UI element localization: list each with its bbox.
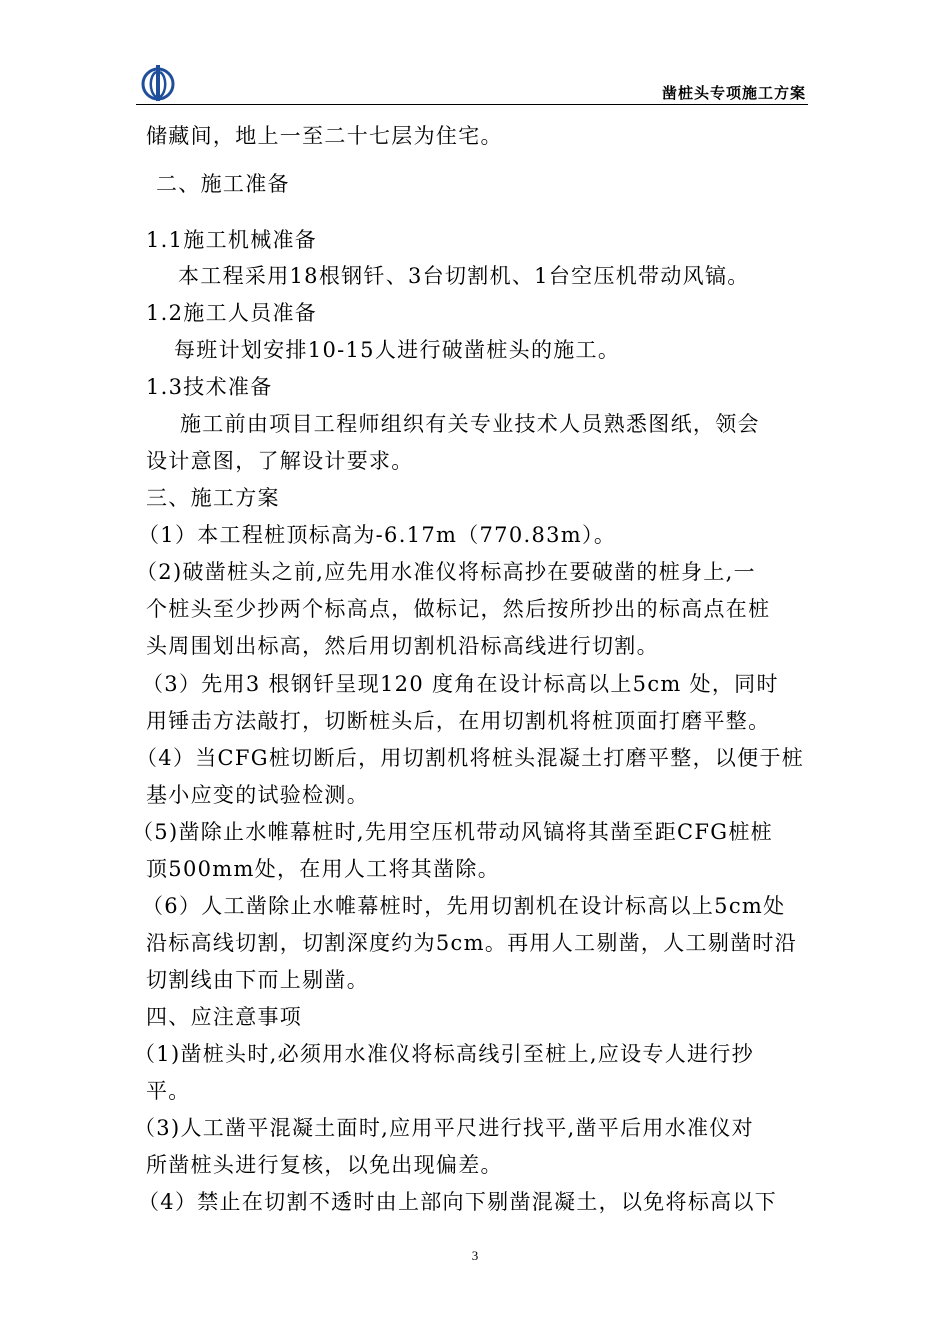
text-line: 每班计划安排10-15人进行破凿桩头的施工。 <box>174 338 621 362</box>
text-line: （3）先用3 根钢钎呈现120 度角在设计标高以上5cm 处，同时 <box>142 672 779 696</box>
text-line: 储藏间，地上一至二十七层为住宅。 <box>146 124 503 148</box>
text-line: 用锤击方法敲打，切断桩头后，在用切割机将桩顶面打磨平整。 <box>146 709 771 733</box>
text-line: 基小应变的试验检测。 <box>146 783 369 807</box>
text-line: 施工前由项目工程师组织有关专业技术人员熟悉图纸，领会 <box>180 412 760 436</box>
text-line: （2)破凿桩头之前,应先用水准仪将标高抄在要破凿的桩身上,一 <box>136 560 756 584</box>
document-title: 凿桩头专项施工方案 <box>661 84 806 102</box>
text-line: 头周围划出标高，然后用切割机沿标高线进行切割。 <box>146 634 659 658</box>
text-line: 所凿桩头进行复核，以免出现偏差。 <box>146 1153 503 1177</box>
text-line: （5)凿除止水帷幕桩时,先用空压机带动风镐将其凿至距CFG桩桩 <box>132 820 773 844</box>
text-line: （4）禁止在切割不透时由上部向下剔凿混凝土，以免将标高以下 <box>138 1190 778 1214</box>
text-line: 顶500mm处，在用人工将其凿除。 <box>146 857 501 881</box>
text-line: 本工程采用18根钢钎、3台切割机、1台空压机带动风镐。 <box>178 264 750 288</box>
text-line: 个桩头至少抄两个标高点，做标记，然后按所抄出的标高点在桩 <box>146 597 771 621</box>
section-heading: 三、施工方案 <box>146 486 280 510</box>
header-divider <box>136 104 808 105</box>
text-line: 沿标高线切割，切割深度约为5cm。再用人工剔凿，人工剔凿时沿 <box>146 931 798 955</box>
page-header <box>136 60 808 106</box>
text-line: （4）当CFG桩切断后，用切割机将桩头混凝土打磨平整，以便于桩 <box>136 746 805 770</box>
text-line: （1）本工程桩顶标高为-6.17m（770.83m）。 <box>138 523 617 547</box>
section-heading: 二、施工准备 <box>156 172 290 196</box>
text-line: 设计意图，了解设计要求。 <box>146 449 414 473</box>
text-line: 平。 <box>146 1079 191 1103</box>
text-line: （1)凿桩头时,必须用水准仪将标高线引至桩上,应设专人进行抄 <box>134 1042 754 1066</box>
section-heading: 四、应注意事项 <box>146 1005 303 1029</box>
subsection-heading: 1.1施工机械准备 <box>146 228 318 252</box>
subsection-heading: 1.2施工人员准备 <box>146 301 318 325</box>
page-number: 3 <box>471 1248 479 1263</box>
text-line: （6）人工凿除止水帷幕桩时，先用切割机在设计标高以上5cm处 <box>142 894 786 918</box>
text-line: （3)人工凿平混凝土面时,应用平尺进行找平,凿平后用水准仪对 <box>134 1116 754 1140</box>
subsection-heading: 1.3技术准备 <box>146 375 273 399</box>
text-line: 切割线由下而上剔凿。 <box>146 968 369 992</box>
company-logo-icon <box>140 64 176 102</box>
